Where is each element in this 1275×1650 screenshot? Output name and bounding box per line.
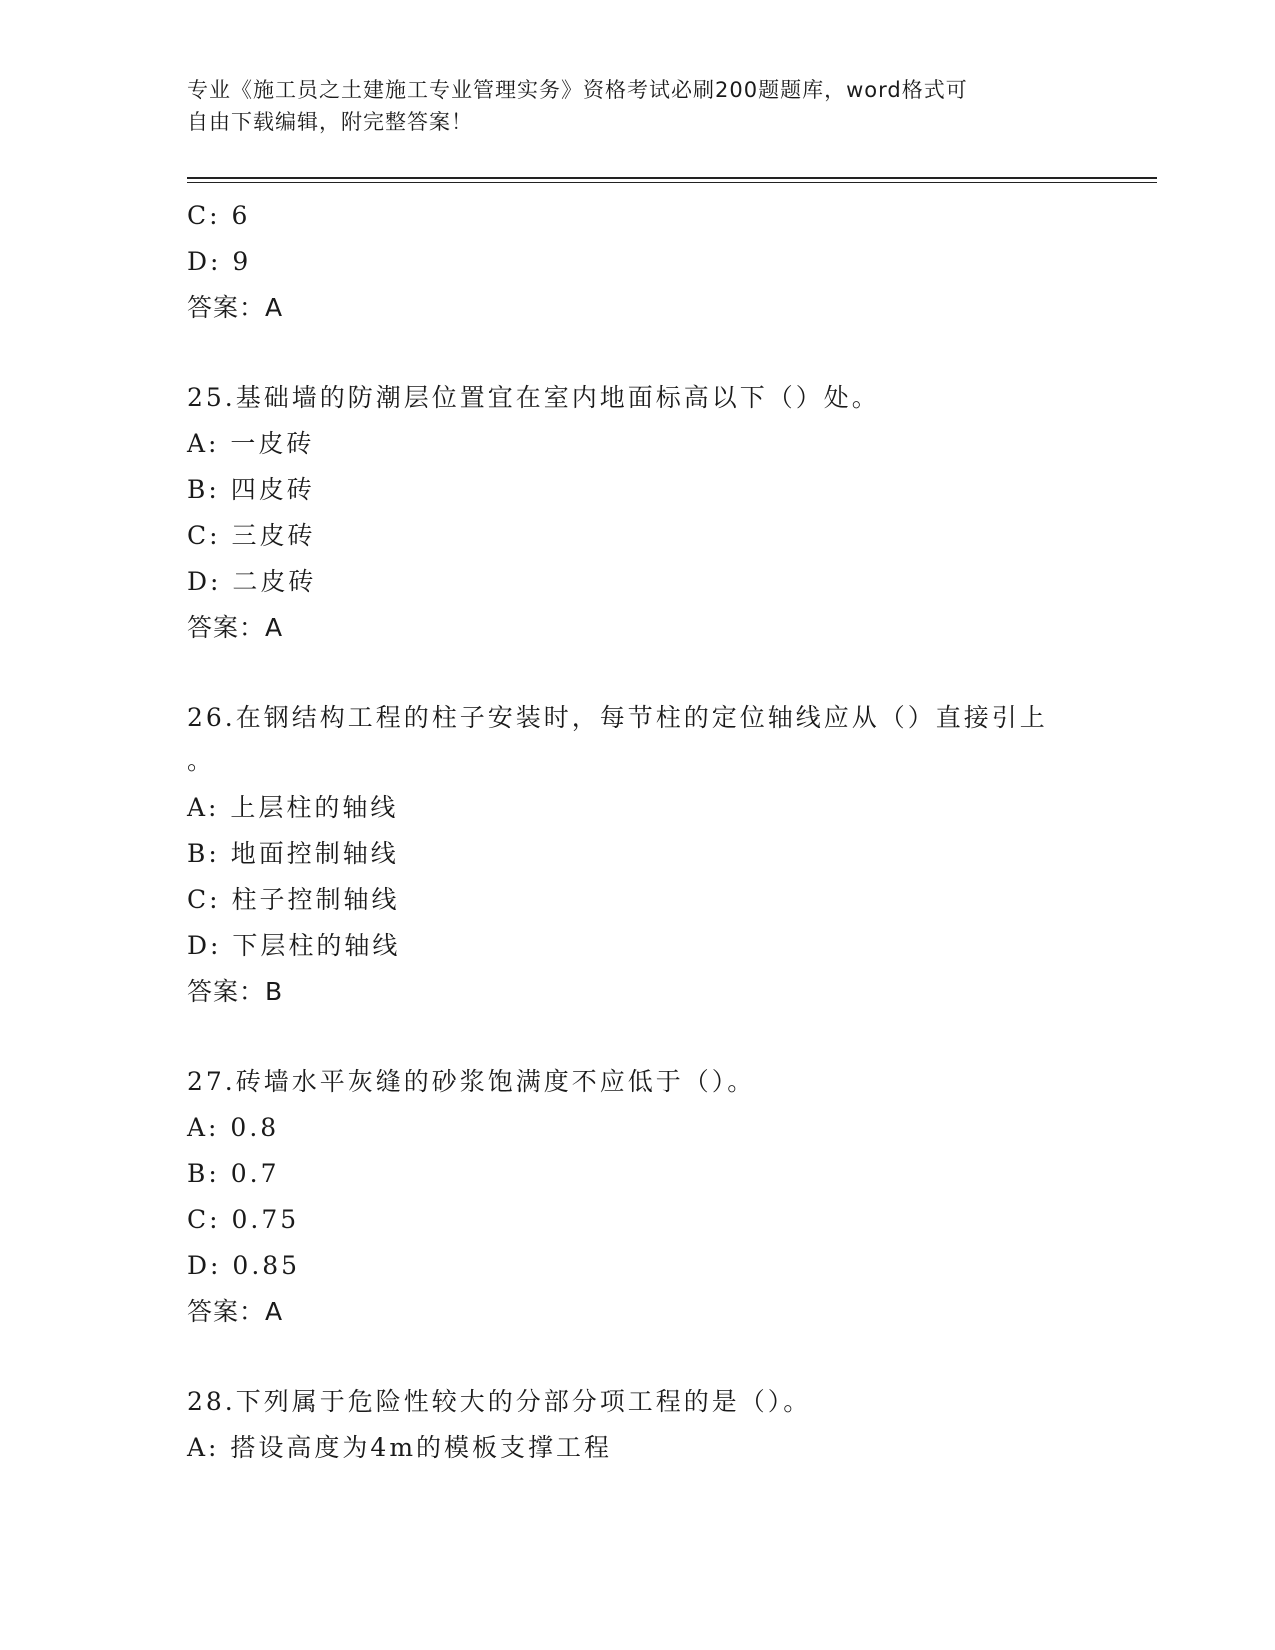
- question-25: [187, 375, 1087, 651]
- option-c: C: 三皮砖: [187, 521, 316, 550]
- question-stem: 25.基础墙的防潮层位置宜在室内地面标高以下（）处。: [187, 383, 880, 412]
- header-rule-thin: [187, 182, 1157, 183]
- option-b: B: 四皮砖: [187, 475, 315, 504]
- question-stem-continued: 。: [187, 746, 216, 775]
- answer: 答案：A: [187, 1297, 284, 1326]
- option-d: D: 9: [187, 247, 252, 276]
- header-rule-thick: [187, 177, 1157, 179]
- question-28: [187, 1379, 1087, 1471]
- question-list: [187, 193, 1087, 1471]
- answer: 答案：A: [187, 293, 284, 322]
- option-d: D: 二皮砖: [187, 567, 317, 596]
- option-c: C: 6: [187, 201, 251, 230]
- header-line-1: 专业《施工员之土建施工专业管理实务》资格考试必刷200题题库，word格式可: [187, 78, 968, 102]
- option-a: A: 0.8: [187, 1113, 280, 1142]
- question-stem: 27.砖墙水平灰缝的砂浆饱满度不应低于（）。: [187, 1067, 756, 1096]
- question-stem: 26.在钢结构工程的柱子安装时，每节柱的定位轴线应从（）直接引上: [187, 703, 1048, 732]
- question-stem: 28.下列属于危险性较大的分部分项工程的是（）。: [187, 1387, 812, 1416]
- option-c: C: 0.75: [187, 1205, 300, 1234]
- answer: 答案：B: [187, 977, 284, 1006]
- option-b: B: 地面控制轴线: [187, 839, 399, 868]
- option-d: D: 0.85: [187, 1251, 301, 1280]
- document-header: [187, 74, 1067, 138]
- option-a: A: 上层柱的轴线: [187, 793, 399, 822]
- question-24-tail: [187, 193, 1087, 331]
- answer: 答案：A: [187, 613, 284, 642]
- option-d: D: 下层柱的轴线: [187, 931, 401, 960]
- question-26: [187, 695, 1087, 1015]
- question-27: [187, 1059, 1087, 1335]
- option-c: C: 柱子控制轴线: [187, 885, 400, 914]
- option-a: A: 搭设高度为4m的模板支撑工程: [187, 1433, 613, 1462]
- option-b: B: 0.7: [187, 1159, 280, 1188]
- option-a: A: 一皮砖: [187, 429, 315, 458]
- header-line-2: 自由下载编辑，附完整答案！: [187, 110, 473, 134]
